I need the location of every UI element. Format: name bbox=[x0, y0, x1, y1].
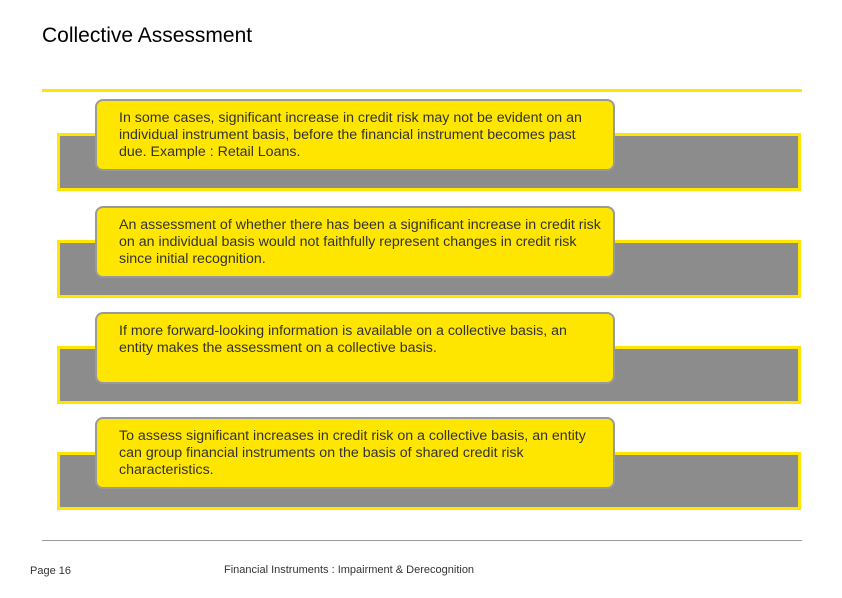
callout-box-4: To assess significant increases in credit risk on a collective basis, an entity can group financial instruments on the basis of shared credit risk characteristics. bbox=[95, 417, 615, 489]
slide-title: Collective Assessment bbox=[42, 24, 253, 47]
page-number: Page 16 bbox=[30, 565, 71, 577]
callout-box-2: An assessment of whether there has been a significant increase in credit risk on an individual basis would not faithfully represent changes in credit risk since initial recognition. bbox=[95, 206, 615, 278]
footer-document-title: Financial Instruments : Impairment & Derecognition bbox=[224, 564, 475, 576]
callout-box-1: In some cases, significant increase in credit risk may not be evident on an individual instrument basis, before the financial instrument becomes past due. Example : Retail Loans. bbox=[95, 99, 615, 171]
footer-divider bbox=[42, 540, 802, 541]
callout-box-3: If more forward-looking information is available on a collective basis, an entity makes the assessment on a collective basis. bbox=[95, 312, 615, 384]
title-divider bbox=[42, 89, 802, 92]
